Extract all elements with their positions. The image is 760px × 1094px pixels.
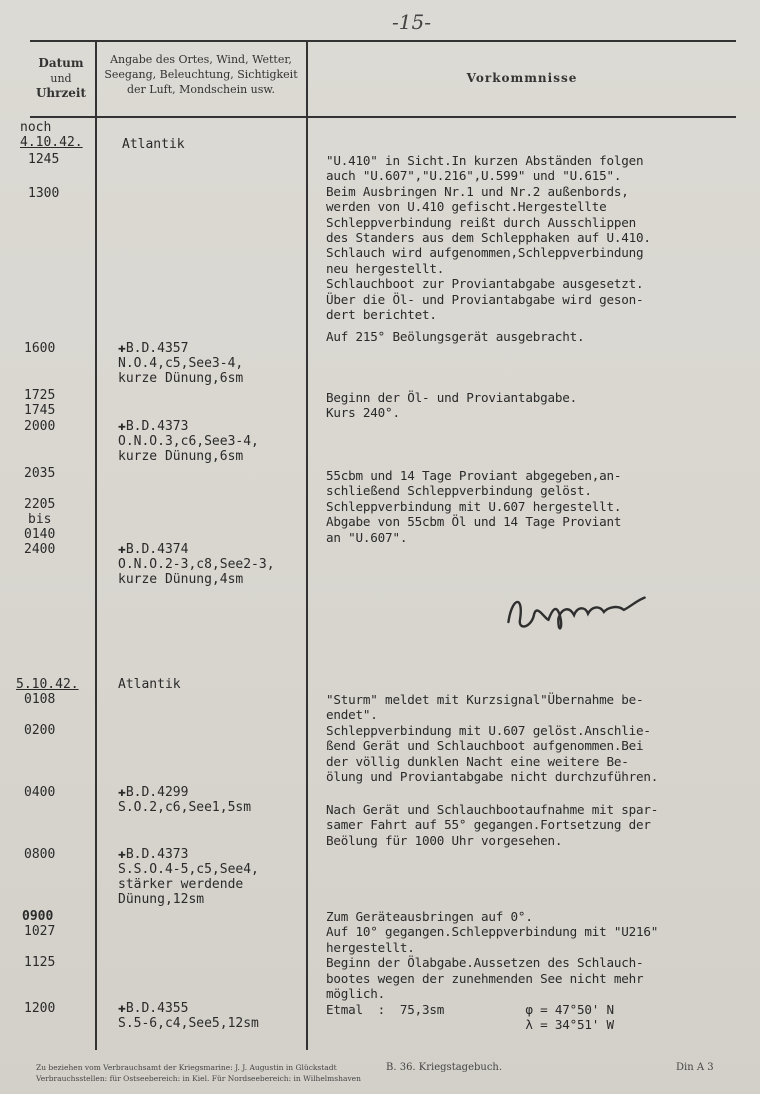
time-0140: 0140 bbox=[24, 527, 56, 542]
location-atlantik-1: Atlantik bbox=[122, 137, 185, 152]
time-1745: 1745 bbox=[24, 403, 56, 418]
time-0400: 0400 bbox=[24, 785, 56, 800]
date-4-10-42: 4.10.42. bbox=[20, 135, 83, 150]
time-1200: 1200 bbox=[24, 1001, 56, 1016]
weather-0400: ✚B.D.4299 S.O.2,c6,See1,5sm bbox=[118, 785, 252, 815]
time-1027: 1027 bbox=[24, 924, 56, 939]
header-rule bbox=[30, 116, 736, 118]
time-1725: 1725 bbox=[24, 388, 56, 403]
top-rule bbox=[30, 40, 736, 42]
footer-right: Din A 3 bbox=[676, 1062, 714, 1073]
time-0900: 0900 bbox=[22, 909, 54, 924]
header-date: Datum und Uhrzeit bbox=[35, 56, 87, 100]
page-number: -15- bbox=[392, 10, 431, 34]
footer-left: Zu beziehen vom Verbrauchsamt der Kriegsmarine: J. J. Augustin in Glückstadt Verbrauchsstellen: für Ostseebereich: in Kiel. Für Nordseebereich: in Wilhelmshaven bbox=[36, 1063, 361, 1083]
weather-2000: ✚B.D.4373 O.N.O.3,c6,See3-4, kurze Dünung,6sm bbox=[118, 419, 259, 464]
weather-2400: ✚B.D.4374 O.N.O.2-3,c8,See2-3, kurze Dünung,4sm bbox=[118, 542, 275, 587]
event-1600: Auf 215° Beölungsgerät ausgebracht. bbox=[326, 329, 585, 344]
time-0800: 0800 bbox=[24, 847, 56, 862]
time-2000: 2000 bbox=[24, 419, 56, 434]
footer-center: B. 36. Kriegstagebuch. bbox=[386, 1062, 503, 1073]
time-1245: 1245 bbox=[28, 152, 60, 167]
event-0900: Zum Geräteausbringen auf 0°. Auf 10° gegangen.Schleppverbindung mit "U216" hergestellt. Beginn der Ölabgabe.Aussetzen des Schlauch- bootes wegen der zunehmenden See nicht mehr möglich. bbox=[326, 909, 659, 1002]
weather-1600: ✚B.D.4357 N.O.4,c5,See3-4, kurze Dünung,6sm bbox=[118, 341, 244, 386]
header-location: Angabe des Ortes, Wind, Wetter, Seegang, Beleuchtung, Sichtigkeit der Luft, Mondschein usw. bbox=[104, 53, 298, 96]
time-2035: 2035 bbox=[24, 466, 56, 481]
handwritten-signature bbox=[497, 577, 652, 651]
weather-0800: ✚B.D.4373 S.S.O.4-5,c5,See4, stärker werdende Dünung,12sm bbox=[118, 847, 259, 907]
date-5-10-42: 5.10.42. bbox=[16, 677, 79, 692]
event-1245: "U.410" in Sicht.In kurzen Abständen folgen auch "U.607","U.216",U.599" und "U.615". Beim Ausbringen Nr.1 und Nr.2 außenbords, werden von U.410 gefischt.Hergestellte Schleppverbindung reißt durch Ausschlippen des Standers aus dem Schlepphaken auf U.410. Schlauch wird aufgenommen,Schleppverbindung neu hergestellt. Schlauchboot zur Proviantabgabe ausgesetzt. Über die Öl- und Proviantabgabe wird geson- dert berichtet. bbox=[326, 153, 651, 323]
time-0108: 0108 bbox=[24, 692, 56, 707]
event-1725: Beginn der Öl- und Proviantabgabe. Kurs 240°. bbox=[326, 390, 577, 421]
time-0200: 0200 bbox=[24, 723, 56, 738]
time-1300: 1300 bbox=[28, 186, 60, 201]
time-2205: 2205 bbox=[24, 497, 56, 512]
time-2400: 2400 bbox=[24, 542, 56, 557]
weather-1200: ✚B.D.4355 S.5-6,c4,See5,12sm bbox=[118, 1001, 259, 1031]
event-0400: Nach Gerät und Schlauchbootaufnahme mit spar- samer Fahrt auf 55° gegangen.Fortsetzung der Beölung für 1000 Uhr vorgesehen. bbox=[326, 802, 659, 848]
event-1200: Etmal : 75,3sm φ = 47°50' N λ = 34°51' W bbox=[326, 1002, 614, 1033]
time-1125: 1125 bbox=[24, 955, 56, 970]
event-2035: 55cbm und 14 Tage Proviant abgegeben,an- schließend Schleppverbindung gelöst. Schleppverbindung mit U.607 hergestellt. Abgabe von 55cbm Öl und 14 Tage Proviant an "U.607". bbox=[326, 468, 622, 545]
time-bis: bis bbox=[28, 512, 52, 527]
time-1600: 1600 bbox=[24, 341, 56, 356]
time-noch: noch bbox=[20, 120, 52, 135]
event-0108: "Sturm" meldet mit Kurzsignal"Übernahme be- endet". Schleppverbindung mit U.607 gelöst.Anschlie- ßend Gerät und Schlauchboot aufgenommen.Bei der völlig dunklen Nacht eine weitere Be- ölung und Proviantabgabe nicht durchzuführen. bbox=[326, 692, 659, 785]
header-events: Vorkommnisse bbox=[466, 71, 578, 85]
location-atlantik-2: Atlantik bbox=[118, 677, 181, 692]
